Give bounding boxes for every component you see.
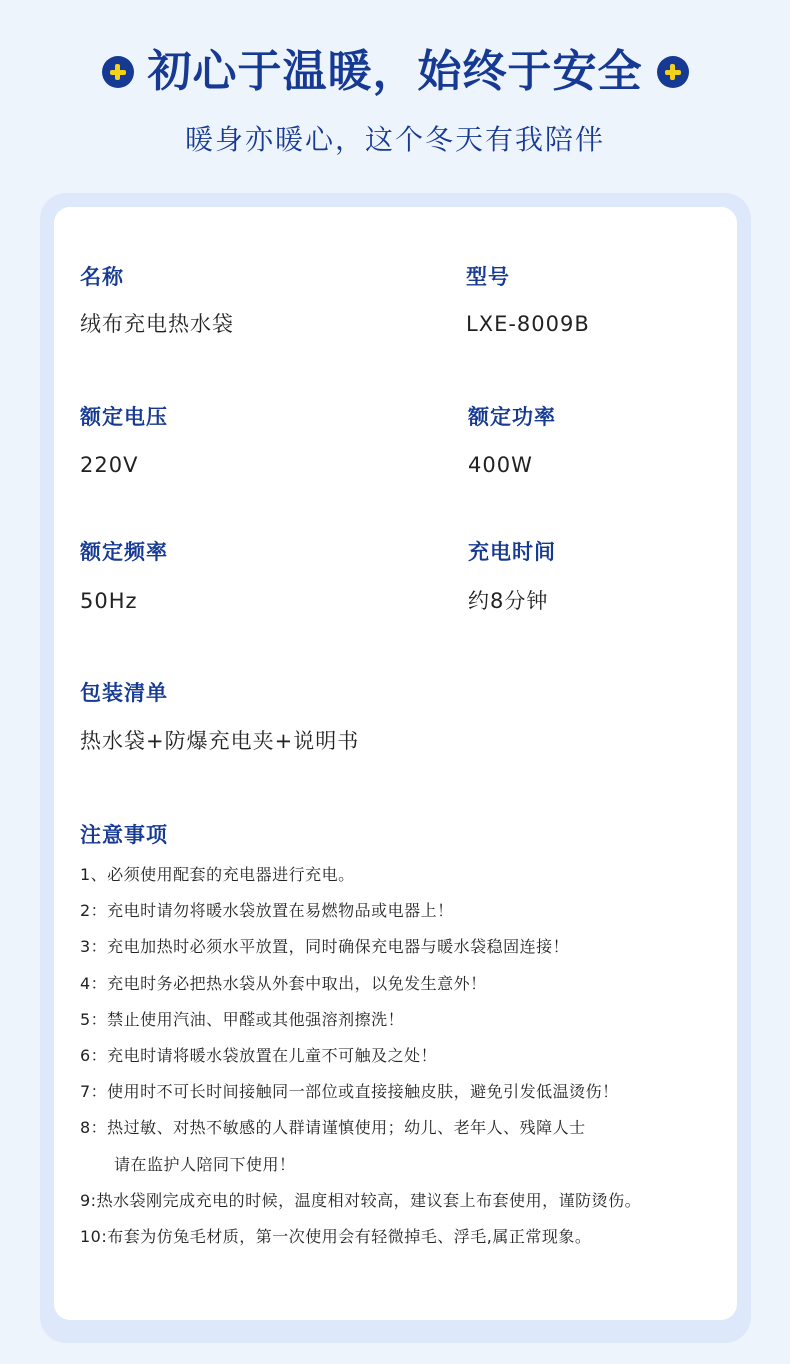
frequency-label: 额定频率 xyxy=(80,540,168,564)
charge-time-label: 充电时间 xyxy=(468,540,556,564)
model-value: LXE-8009B xyxy=(466,312,590,336)
list-item: 3：充电加热时必须水平放置，同时确保充电器与暖水袋稳固连接！ xyxy=(80,937,570,957)
list-item: 9:热水袋刚完成充电的时候，温度相对较高，建议套上布套使用，谨防烫伤。 xyxy=(80,1190,642,1210)
plus-badge-icon xyxy=(102,56,134,88)
package-label: 包装清单 xyxy=(80,681,168,705)
list-item: 7：使用时不可长时间接触同一部位或直接接触皮肤，避免引发低温烫伤！ xyxy=(80,1082,619,1102)
list-item-continuation: 请在监护人陪同下使用！ xyxy=(114,1154,296,1174)
page-title: 初心于温暖，始终于安全 xyxy=(147,46,643,97)
notes-list xyxy=(80,860,720,1258)
list-item: 8：热过敏、对热不敏感的人群请谨慎使用；幼儿、老年人、残障人士 xyxy=(80,1118,586,1138)
page-subtitle: 暖身亦暖心，这个冬天有我陪伴 xyxy=(184,123,605,156)
model-label: 型号 xyxy=(466,265,510,289)
list-item: 2：充电时请勿将暖水袋放置在易燃物品或电器上！ xyxy=(80,901,454,921)
list-item: 1、必须使用配套的充电器进行充电。 xyxy=(80,865,355,884)
list-item: 6：充电时请将暖水袋放置在儿童不可触及之处！ xyxy=(80,1045,438,1065)
package-value: 热水袋+防爆充电夹+说明书 xyxy=(80,729,360,753)
list-item: 5：禁止使用汽油、甲醛或其他强溶剂擦洗！ xyxy=(80,1009,405,1029)
power-value: 400W xyxy=(468,453,533,477)
list-item: 4：充电时务必把热水袋从外套中取出，以免发生意外！ xyxy=(80,973,487,993)
list-item: 10:布套为仿兔毛材质，第一次使用会有轻微掉毛、浮毛,属正常现象。 xyxy=(80,1226,592,1246)
headline xyxy=(0,40,790,104)
voltage-value: 220V xyxy=(80,453,139,477)
power-label: 额定功率 xyxy=(468,405,556,429)
name-label: 名称 xyxy=(80,265,124,289)
notes-title: 注意事项 xyxy=(80,823,168,847)
voltage-label: 额定电压 xyxy=(80,405,168,429)
charge-time-value: 约8分钟 xyxy=(468,589,549,613)
name-value: 绒布充电热水袋 xyxy=(80,312,234,336)
frequency-value: 50Hz xyxy=(80,589,138,613)
plus-badge-icon xyxy=(657,56,689,88)
